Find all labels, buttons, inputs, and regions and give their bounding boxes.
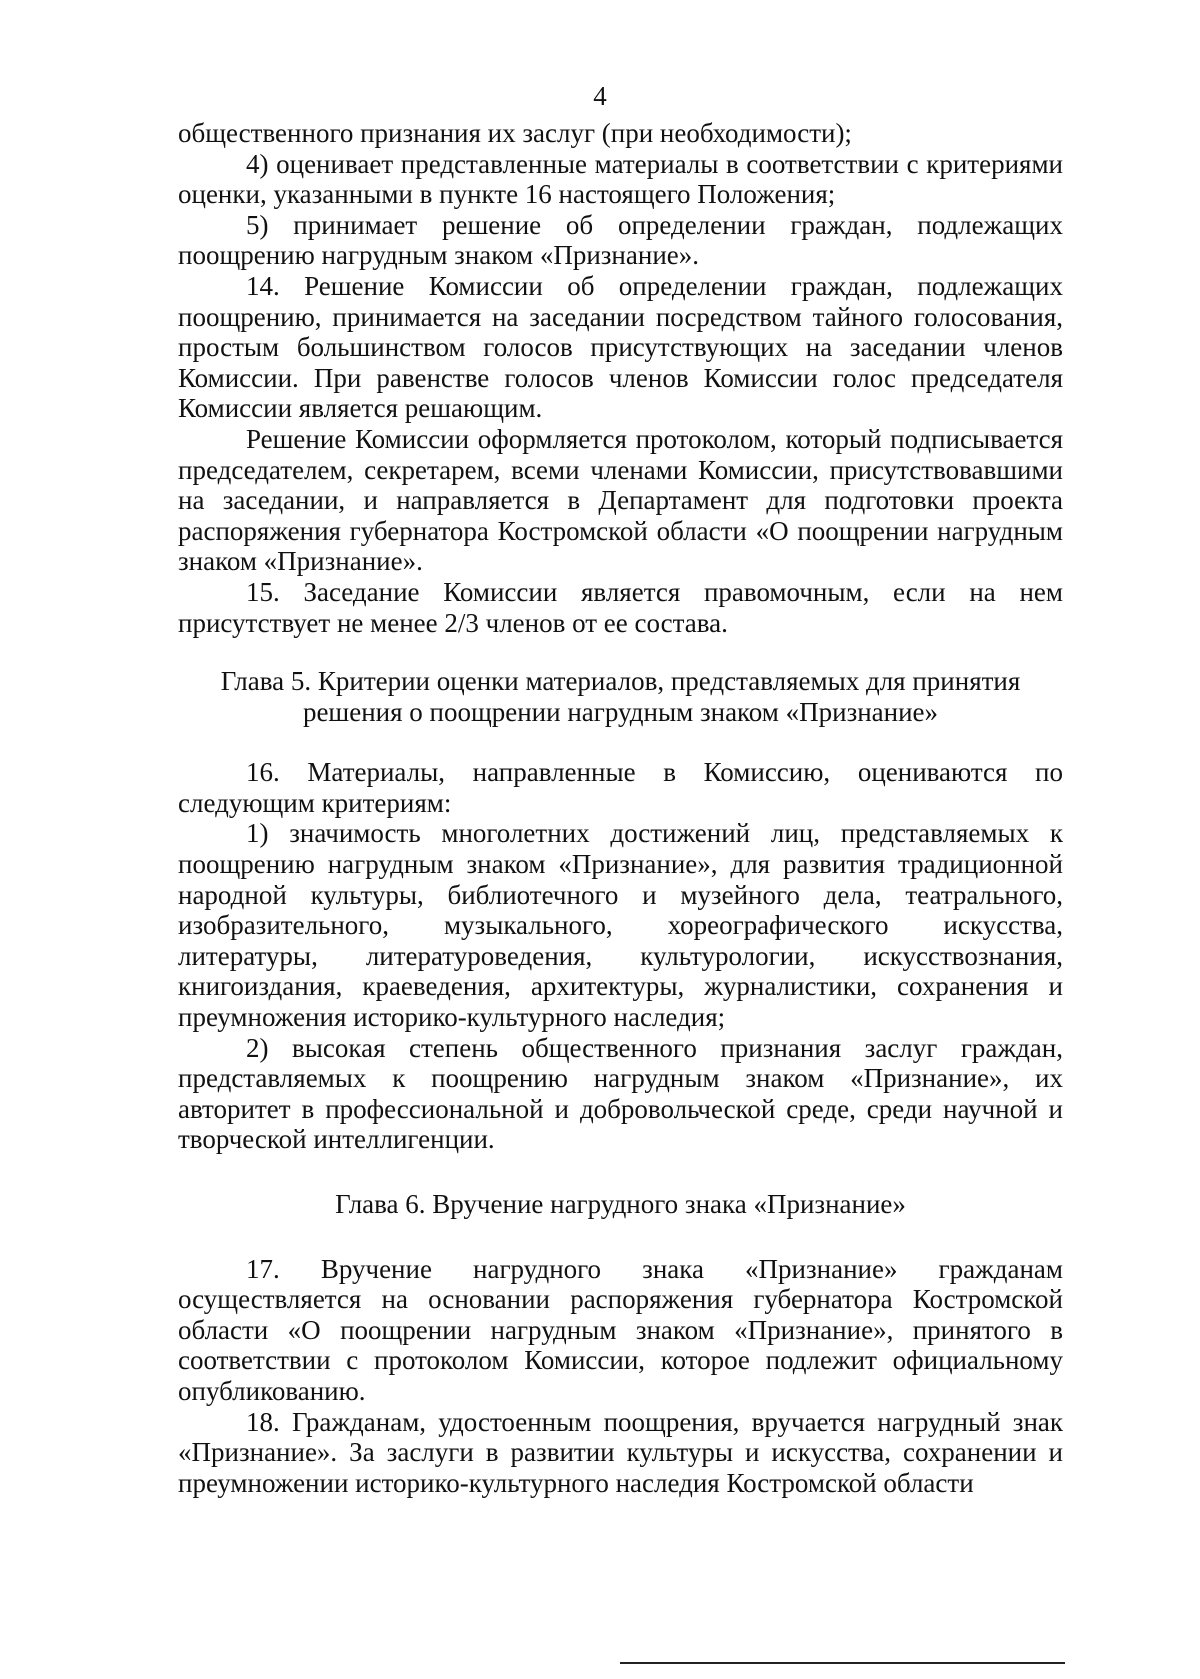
paragraph-item-5: 5) принимает решение об определении граждан, подлежащих поощрению нагрудным знаком «Признание». <box>178 209 1063 271</box>
paragraph-clause-15: 15. Заседание Комиссии является правомочным, если на нем присутствует не менее 2/3 членов от ее состава. <box>178 576 1063 638</box>
paragraph-clause-16: 16. Материалы, направленные в Комиссию, оцениваются по следующим критериям: <box>178 757 1063 818</box>
document-body <box>178 118 1063 1498</box>
paragraph-item-4: 4) оценивает представленные материалы в соответствии с критериями оценки, указанными в пункте 16 настоящего Положения; <box>178 148 1063 210</box>
paragraph-clause-17: 17. Вручение нагрудного знака «Признание» гражданам осуществляется на основании распоряжения губернатора Костромской области «О поощрении нагрудным знаком «Признание», принятого в соответствии с протоколом Комиссии, которое подлежит официальному опубликованию. <box>178 1253 1063 1406</box>
chapter-5-heading-line-1: Глава 5. Критерии оценки материалов, представляемых для принятия <box>220 666 1021 697</box>
paragraph-criterion-1: 1) значимость многолетних достижений лиц, представляемых к поощрению нагрудным знаком «Признание», для развития традиционной народной культуры, библиотечного и музейного дела, театрального, изобразительного, музыкального, хореографического искусства, литературы, литературоведения, культурологии, искусствознания, книгоиздания, краеведения, архитектуры, журналистики, сохранения и преумножения историко-культурного наследия; <box>178 818 1063 1033</box>
page-number: 4 <box>593 81 607 111</box>
chapter-6-heading: Глава 6. Вручение нагрудного знака «Признание» <box>335 1189 906 1219</box>
paragraph-continuation: общественного признания их заслуг (при необходимости); <box>178 118 852 148</box>
paragraph-decision-protocol: Решение Комиссии оформляется протоколом, который подписывается председателем, секретарем, всеми членами Комиссии, присутствовавшими на заседании, и направляется в Департамент для подготовки проекта распоряжения губернатора Костромской области «О поощрении нагрудным знаком «Признание». <box>178 423 1063 577</box>
chapter-5-heading <box>178 666 1063 727</box>
paragraph-clause-14: 14. Решение Комиссии об определении граждан, подлежащих поощрению, принимается на заседании посредством тайного голосования, простым большинством голосов присутствующих на заседании членов Комиссии. При равенстве голосов членов Комиссии голос председателя Комиссии является решающим. <box>178 270 1063 424</box>
paragraph-clause-18: 18. Гражданам, удостоенным поощрения, вручается нагрудный знак «Признание». За заслуги в развитии культуры и искусства, сохранении и преумножении историко-культурного наследия Костромской области <box>178 1406 1063 1498</box>
footer-rule <box>620 1662 1065 1664</box>
chapter-5-heading-line-2: решения о поощрении нагрудным знаком «Признание» <box>302 696 939 727</box>
paragraph-criterion-2: 2) высокая степень общественного признания заслуг граждан, представляемых к поощрению нагрудным знаком «Признание», их авторитет в профессиональной и добровольческой среде, среди научной и творческой интеллигенции. <box>178 1032 1063 1155</box>
